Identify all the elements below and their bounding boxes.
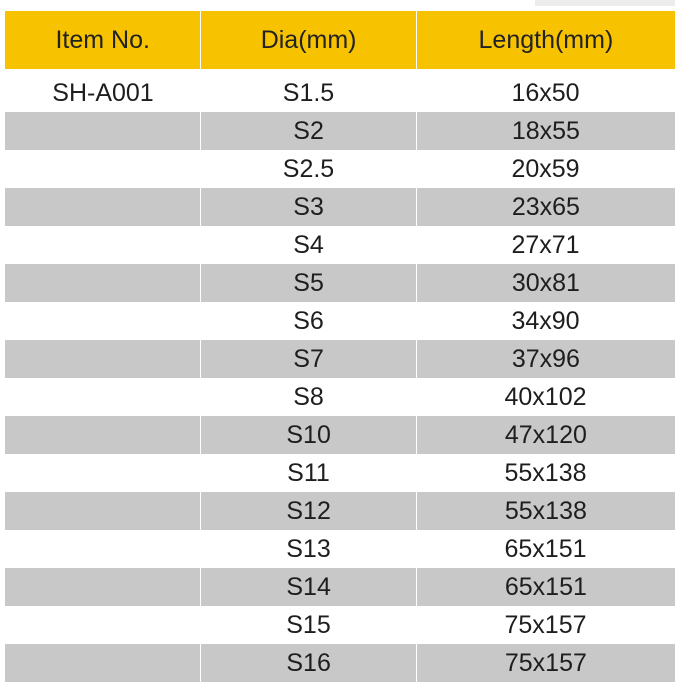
dia-cell: S3: [200, 188, 415, 226]
item-cell: [5, 340, 200, 378]
dia-cell: S6: [293, 306, 324, 335]
dia-cell: S14: [200, 568, 415, 606]
table-row: [5, 302, 675, 340]
item-cell: [5, 644, 200, 682]
item-cell: [5, 530, 201, 568]
length-cell: 23x65: [416, 188, 675, 226]
length-cell: 75x157: [416, 644, 675, 682]
table-row: [5, 112, 675, 150]
item-cell: [5, 492, 200, 530]
header-dia: Dia(mm): [200, 11, 415, 69]
length-cell: 75x157: [504, 610, 587, 639]
item-cell: [5, 188, 200, 226]
length-cell: 20x59: [511, 154, 580, 183]
table-row: [5, 644, 675, 682]
item-cell: [5, 454, 201, 492]
table-row: [5, 226, 675, 264]
header-item-no: Item No.: [55, 25, 150, 54]
dia-cell: S12: [200, 492, 415, 530]
item-cell: [5, 568, 200, 606]
length-cell: 40x102: [504, 382, 587, 411]
item-cell: [5, 150, 201, 188]
spec-table: [5, 11, 675, 682]
dia-cell: S15: [286, 610, 331, 639]
table-row: [5, 264, 675, 302]
dia-cell: S1.5: [282, 78, 335, 107]
dia-cell: S16: [200, 644, 415, 682]
top-decorative-strip: [535, 0, 675, 6]
length-cell: 34x90: [511, 306, 580, 335]
item-cell: [5, 264, 200, 302]
length-cell: 27x71: [511, 230, 580, 259]
table-row: [5, 416, 675, 454]
header-length: Length(mm): [416, 11, 675, 69]
length-cell: 65x151: [504, 534, 587, 563]
table-row: [5, 74, 675, 112]
item-cell: [5, 416, 200, 454]
table-row: [5, 530, 675, 568]
item-cell: [5, 378, 201, 416]
dia-cell: S7: [200, 340, 415, 378]
length-cell: 16x50: [511, 78, 580, 107]
item-cell: [5, 606, 201, 644]
dia-cell: S10: [200, 416, 415, 454]
length-cell: 37x96: [416, 340, 675, 378]
item-cell: [5, 226, 201, 264]
table-body: [5, 74, 675, 682]
dia-cell: S2.5: [282, 154, 335, 183]
table-row: [5, 568, 675, 606]
length-cell: 47x120: [416, 416, 675, 454]
table-row: [5, 150, 675, 188]
length-cell: 55x138: [504, 458, 587, 487]
item-cell: SH-A001: [52, 78, 154, 107]
dia-cell: S4: [293, 230, 324, 259]
table-row: [5, 492, 675, 530]
table-row: [5, 340, 675, 378]
length-cell: 18x55: [416, 112, 675, 150]
length-cell: 65x151: [416, 568, 675, 606]
dia-cell: S8: [293, 382, 324, 411]
dia-cell: S5: [200, 264, 415, 302]
table-row: [5, 378, 675, 416]
table-row: [5, 606, 675, 644]
table-row: [5, 188, 675, 226]
table-row: [5, 454, 675, 492]
dia-cell: S11: [287, 458, 330, 487]
length-cell: 30x81: [416, 264, 675, 302]
item-cell: [5, 302, 201, 340]
table-header-row: [5, 11, 675, 69]
dia-cell: S13: [286, 534, 331, 563]
item-cell: [5, 112, 200, 150]
dia-cell: S2: [200, 112, 415, 150]
length-cell: 55x138: [416, 492, 675, 530]
